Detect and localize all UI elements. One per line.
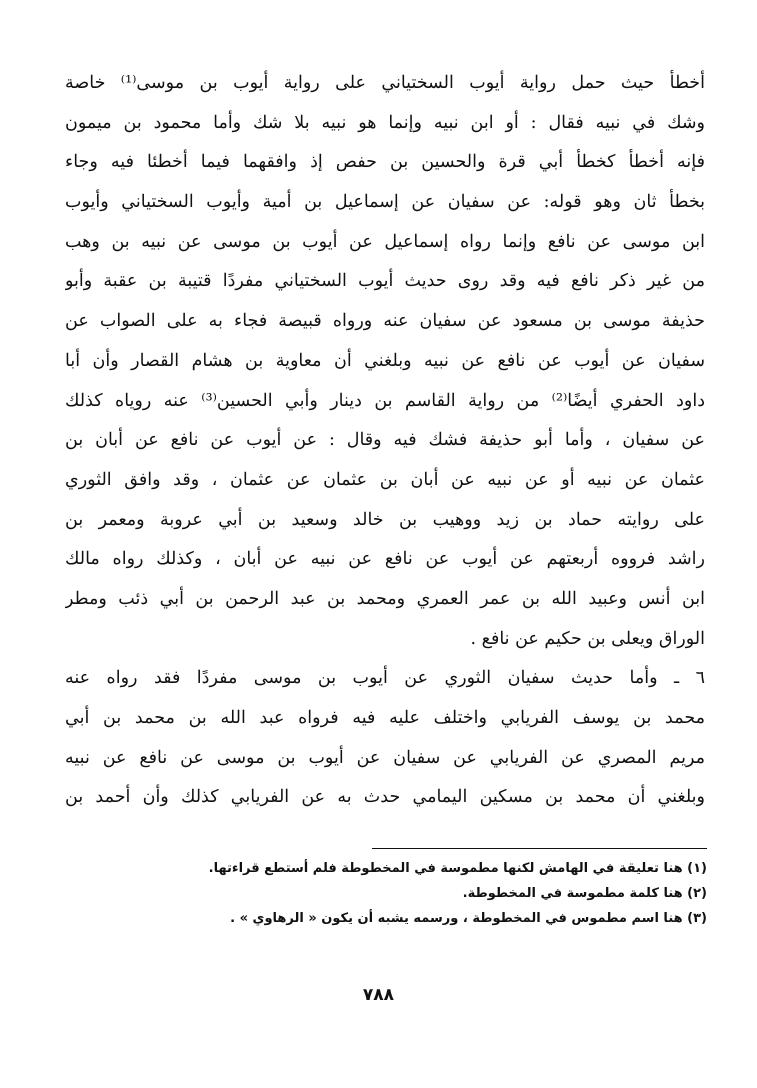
text-line: بخطأ ثان وهو قوله: عن سفيان عن إسماعيل بن أمية وأيوب السختياني وأيوب	[65, 192, 705, 213]
page-number: ٧٨٨	[362, 985, 395, 1005]
footnote-divider	[372, 848, 707, 849]
text-line: محمد بن يوسف الفريابي واختلف عليه فيه فرواه عبد الله بن محمد بن أبي	[65, 708, 705, 728]
footnote: (٣) هنا اسم مطموس في المخطوطة ، ورسمه يشبه أن يكون « الرهاوي » .	[230, 911, 707, 926]
text-line: مريم المصري عن الفريابي عن سفيان عن أيوب بن موسى عن نافع عن نبيه	[65, 747, 705, 768]
footnotes-block	[67, 856, 707, 931]
text-line: داود الحفري أيضًا⁽²⁾ من رواية القاسم بن دينار وأبي الحسين⁽³⁾ عنه روياه كذلك	[65, 390, 705, 411]
text-line: سفيان عن أيوب عن نافع عن نبيه وبلغني أن معاوية بن هشام القصار وأن أبا	[65, 350, 705, 371]
text-line: وشك في نبيه فقال : أو ابن نبيه وإنما هو نبيه بلا شك وأما محمود بن ميمون	[65, 112, 705, 133]
text-line: ابن أنس وعبيد الله بن عمر العمري ومحمد بن عبد الرحمن بن أبي ذئب ومطر	[65, 588, 705, 609]
text-line: حذيفة موسى بن مسعود عن سفيان عنه ورواه قبيصة فجاء به على الصواب عن	[65, 311, 705, 332]
text-line: عن سفيان ، وأما أبو حذيفة فشك فيه وقال : عن أيوب عن نافع عن أبان بن	[65, 430, 705, 451]
text-line: الوراق ويعلى بن حكيم عن نافع .	[470, 628, 705, 649]
text-line: ٦ ـ وأما حديث سفيان الثوري عن أيوب بن موسى مفردًا فقد رواه عنه	[65, 668, 705, 689]
text-line: أخطأ حيث حمل رواية أيوب السختياني على رواية أيوب بن موسى⁽¹⁾ خاصة	[65, 73, 705, 93]
text-line: عثمان عن نبيه أو عن نبيه عن أبان بن عثمان عن عثمان ، وقد وافق الثوري	[65, 469, 705, 490]
footnote: (٢) هنا كلمة مطموسة في المخطوطة.	[462, 886, 707, 901]
text-line: من غير ذكر نافع فيه وقد روى حديث أيوب السختياني مفردًا قتيبة بن عقبة وأبو	[65, 271, 705, 292]
text-line: ابن موسى عن نافع وإنما رواه إسماعيل عن أيوب بن موسى عن نبيه بن وهب	[65, 231, 705, 252]
main-text-block	[65, 64, 705, 818]
footnote: (١) هنا تعليقة في الهامش لكنها مطموسة في المخطوطة فلم أستطع قراءتها.	[208, 861, 707, 876]
text-line: فإنه أخطأ كخطأ أبي قرة والحسين بن حفص إذ وافقهما فيما أخطئا فيه وجاء	[65, 152, 705, 173]
text-line: راشد فرووه أربعتهم عن أيوب عن نافع عن نبيه عن أبان ، وكذلك رواه مالك	[65, 549, 705, 570]
text-line: على روايته حماد بن زيد ووهيب بن خالد وسعيد بن أبي عروبة ومعمر بن	[65, 509, 705, 530]
text-line: وبلغني أن محمد بن مسكين اليمامي حدث به عن الفريابي كذلك وأن أحمد بن	[65, 787, 705, 808]
